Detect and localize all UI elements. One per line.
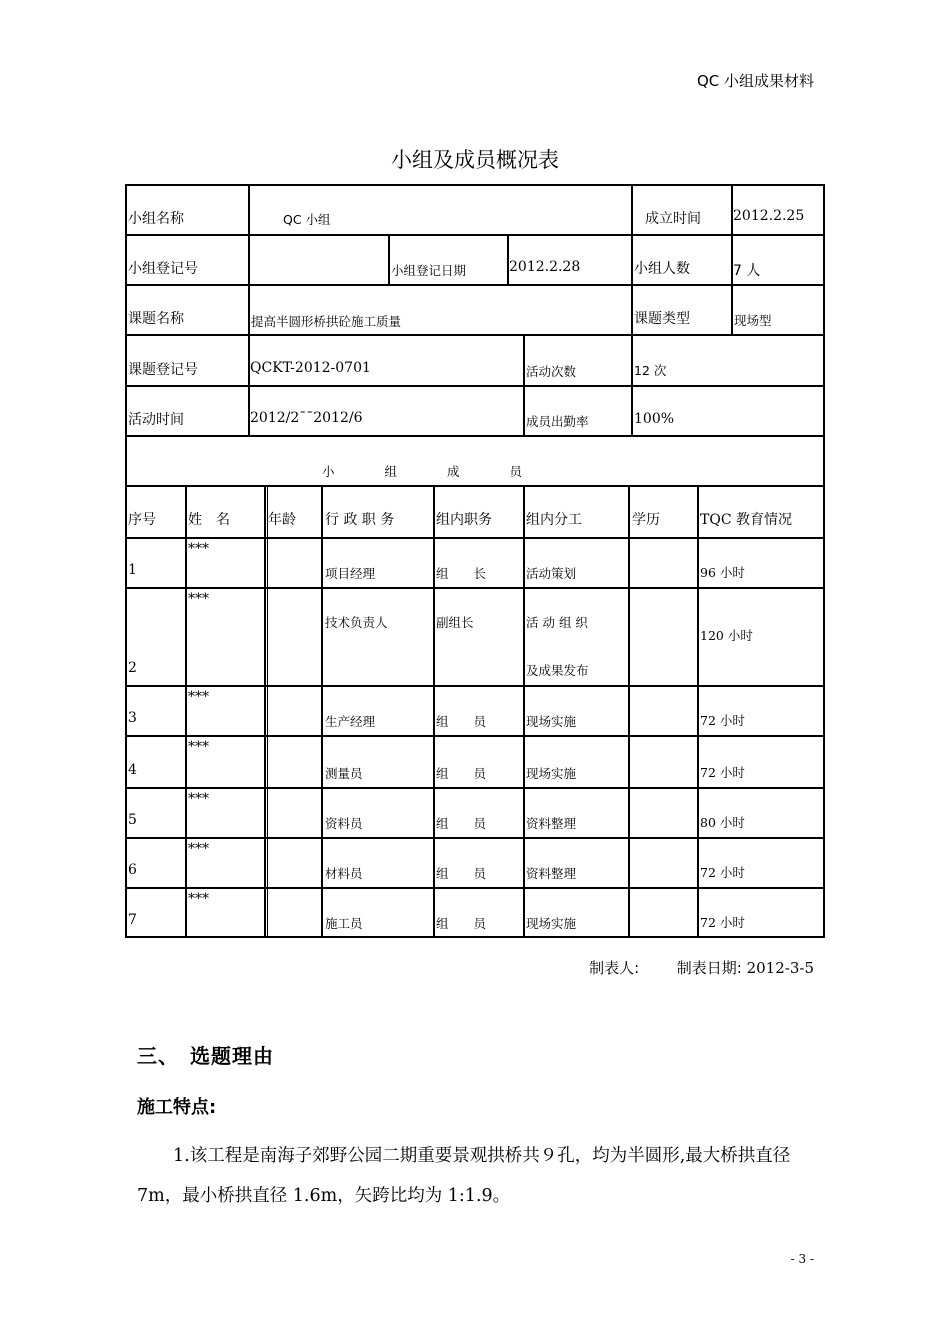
reg-date-value: 2012.2.28 bbox=[509, 259, 581, 275]
table-rule bbox=[631, 184, 633, 334]
row-tqc: 72 小时 bbox=[700, 865, 745, 880]
table-rule bbox=[125, 887, 825, 889]
row-position: 材料员 bbox=[325, 866, 363, 881]
row-position: 资料员 bbox=[325, 816, 363, 831]
table-rule bbox=[125, 184, 127, 938]
row-duty: 现场实施 bbox=[526, 766, 577, 781]
column-header-name: 姓 名 bbox=[188, 512, 230, 528]
table-rule bbox=[697, 485, 699, 938]
table-rule bbox=[523, 334, 525, 436]
table-rule bbox=[125, 837, 825, 839]
table-rule bbox=[631, 334, 633, 436]
column-header-tqc: TQC 教育情况 bbox=[700, 512, 792, 528]
row-duty: 资料整理 bbox=[526, 816, 577, 831]
row-number: 7 bbox=[128, 912, 137, 928]
row-name: *** bbox=[188, 791, 209, 807]
row-tqc: 72 小时 bbox=[700, 713, 745, 728]
row-number: 3 bbox=[128, 710, 137, 726]
row-tqc: 96 小时 bbox=[700, 565, 745, 580]
column-header-role: 组内职务 bbox=[436, 512, 492, 528]
row-role: 组 员 bbox=[436, 816, 487, 831]
row-name: *** bbox=[188, 689, 209, 705]
reg-no-label: 小组登记号 bbox=[128, 261, 198, 277]
row-position: 技术负责人 bbox=[325, 615, 388, 630]
row-duty: 现场实施 bbox=[526, 916, 577, 931]
table-rule bbox=[125, 334, 825, 336]
group-name-value: QC 小组 bbox=[283, 212, 331, 227]
row-position: 生产经理 bbox=[325, 714, 376, 729]
column-header-duty: 组内分工 bbox=[526, 512, 582, 528]
table-rule bbox=[125, 234, 825, 236]
row-tqc: 80 小时 bbox=[700, 815, 745, 830]
row-duty: 活 动 组 织 bbox=[526, 615, 588, 630]
topic-value: 提高半圆形桥拱砼施工质量 bbox=[251, 314, 402, 329]
row-name: *** bbox=[188, 541, 209, 557]
table-rule bbox=[823, 184, 825, 938]
founded-value: 2012.2.25 bbox=[733, 208, 805, 224]
table-rule bbox=[125, 587, 825, 589]
row-position: 项目经理 bbox=[325, 566, 376, 581]
row-role: 组 长 bbox=[436, 566, 487, 581]
topic-reg-label: 课题登记号 bbox=[128, 362, 198, 378]
topic-type-value: 现场型 bbox=[734, 313, 772, 328]
reg-date-label: 小组登记日期 bbox=[391, 263, 467, 278]
table-rule bbox=[125, 485, 825, 487]
activity-count-value: 12 次 bbox=[634, 363, 667, 378]
table-rule bbox=[267, 485, 268, 938]
row-role: 组 员 bbox=[436, 866, 487, 881]
row-position: 施工员 bbox=[325, 916, 363, 931]
row-name: *** bbox=[188, 841, 209, 857]
row-role: 组 员 bbox=[436, 714, 487, 729]
table-signature bbox=[589, 957, 814, 978]
section-heading: 三、 选题理由 bbox=[137, 1044, 274, 1068]
members-count-value: 7 人 bbox=[733, 263, 761, 279]
table-rule bbox=[125, 735, 825, 737]
table-rule bbox=[628, 485, 630, 938]
row-duty-cont: 及成果发布 bbox=[526, 663, 589, 678]
row-name: *** bbox=[188, 891, 209, 907]
section-paragraph: 1.该工程是南海子郊野公园二期重要景观拱桥共９孔，均为半圆形,最大桥拱直径 7m，最小桥拱直径 1.6m，矢跨比均为 1:1.9。 bbox=[137, 1146, 791, 1206]
attendance-value: 100% bbox=[634, 411, 675, 427]
document-header: QC 小组成果材料 bbox=[696, 72, 814, 90]
table-rule bbox=[125, 936, 825, 938]
row-duty: 资料整理 bbox=[526, 866, 577, 881]
activity-time-value: 2012/2¯¯2012/6 bbox=[250, 410, 363, 426]
table-rule bbox=[433, 485, 435, 938]
column-header-position: 行 政 职 务 bbox=[325, 512, 395, 528]
column-header-no: 序号 bbox=[128, 512, 156, 528]
table-title: 小组及成员概况表 bbox=[391, 148, 559, 172]
activity-time-label: 活动时间 bbox=[128, 412, 184, 428]
row-tqc: 72 小时 bbox=[700, 765, 745, 780]
row-role: 组 员 bbox=[436, 766, 487, 781]
table-rule bbox=[388, 234, 390, 284]
row-number: 5 bbox=[128, 812, 137, 828]
row-tqc: 120 小时 bbox=[700, 628, 753, 643]
group-name-label: 小组名称 bbox=[128, 211, 184, 227]
activity-count-label: 活动次数 bbox=[526, 364, 577, 379]
row-name: *** bbox=[188, 739, 209, 755]
table-rule bbox=[125, 685, 825, 687]
column-header-edu: 学历 bbox=[632, 512, 660, 528]
section-subheading: 施工特点: bbox=[137, 1097, 217, 1118]
row-duty: 活动策划 bbox=[526, 566, 577, 581]
table-rule bbox=[248, 184, 250, 436]
topic-label: 课题名称 bbox=[128, 311, 184, 327]
table-rule bbox=[321, 485, 323, 938]
table-rule bbox=[185, 485, 187, 938]
row-role: 组 员 bbox=[436, 916, 487, 931]
table-rule bbox=[125, 435, 825, 437]
row-duty: 现场实施 bbox=[526, 714, 577, 729]
table-rule bbox=[731, 184, 733, 334]
table-rule bbox=[125, 787, 825, 789]
table-rule bbox=[125, 385, 825, 387]
table-rule bbox=[523, 485, 525, 938]
page-number: - 3 - bbox=[790, 1252, 814, 1266]
row-position: 测量员 bbox=[325, 766, 363, 781]
row-role: 副组长 bbox=[436, 615, 474, 630]
table-rule bbox=[125, 537, 825, 539]
topic-reg-value: QCKT-2012-0701 bbox=[250, 360, 371, 376]
row-name: *** bbox=[188, 591, 209, 607]
members-count-label: 小组人数 bbox=[634, 261, 690, 277]
founded-label: 成立时间 bbox=[645, 211, 701, 227]
topic-type-label: 课题类型 bbox=[634, 311, 690, 327]
row-number: 4 bbox=[128, 762, 137, 778]
row-tqc: 72 小时 bbox=[700, 915, 745, 930]
date-value: 2012-3-5 bbox=[746, 959, 814, 977]
row-number: 6 bbox=[128, 862, 137, 878]
row-number: 1 bbox=[128, 562, 137, 578]
date-label: 制表日期: bbox=[676, 959, 742, 977]
members-heading: 小 组 成 员 bbox=[322, 464, 523, 479]
table-rule bbox=[125, 284, 825, 286]
maker-label: 制表人: bbox=[589, 959, 640, 977]
table-rule bbox=[264, 485, 266, 938]
attendance-label: 成员出勤率 bbox=[526, 414, 589, 429]
column-header-age: 年龄 bbox=[268, 512, 296, 528]
table-rule bbox=[125, 184, 825, 186]
row-number: 2 bbox=[128, 660, 137, 676]
